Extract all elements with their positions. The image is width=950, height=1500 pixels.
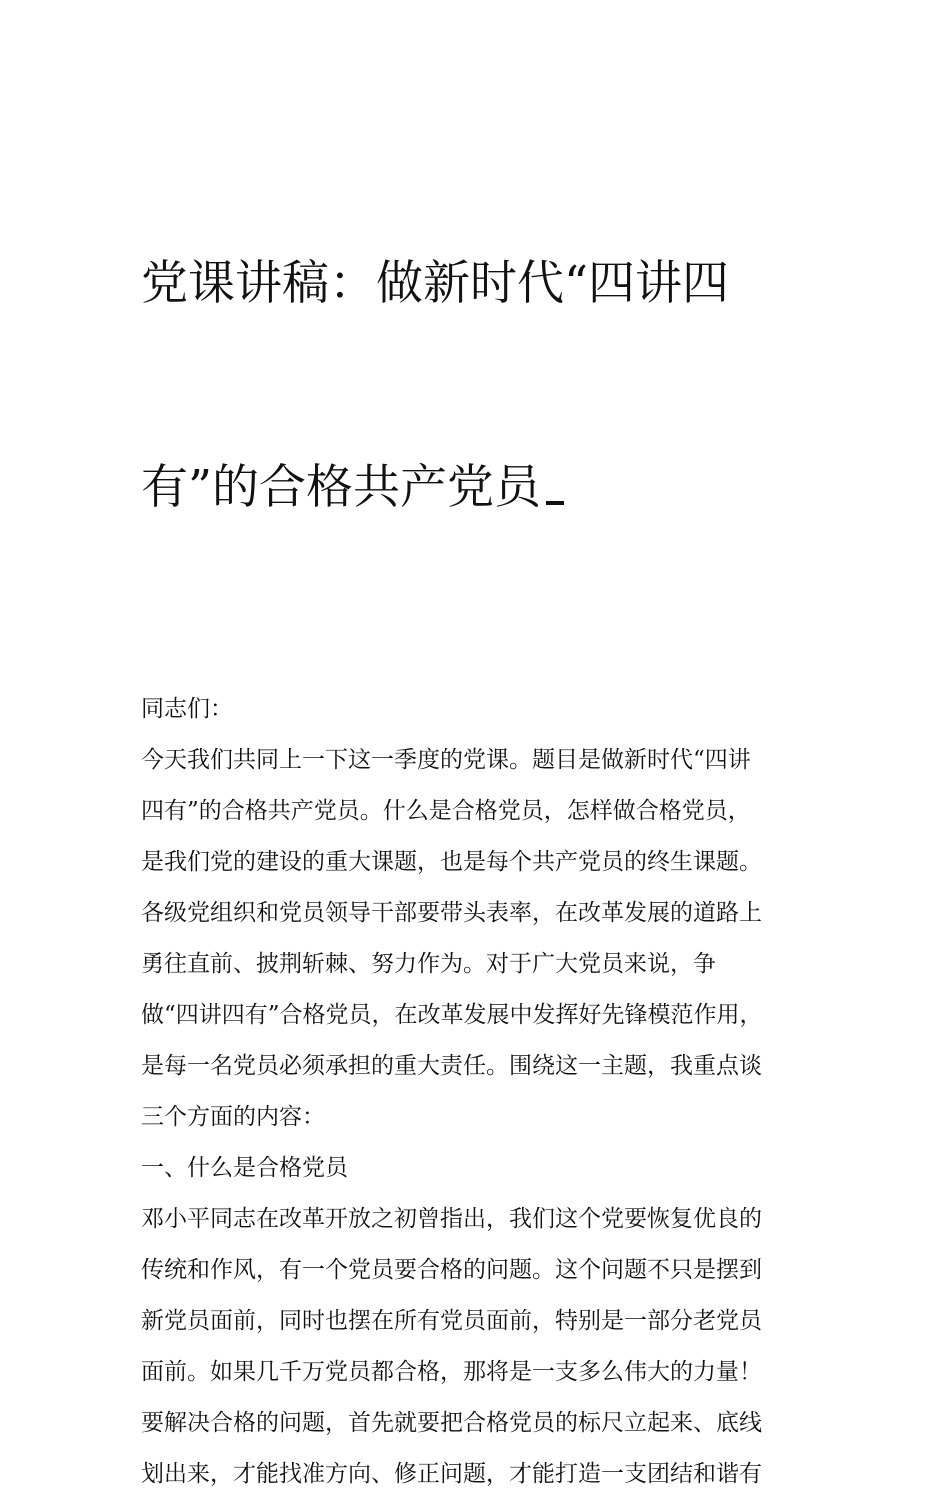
body-line: 三个方面的内容： bbox=[141, 1104, 325, 1130]
document-content bbox=[141, 114, 821, 1500]
text-cursor bbox=[546, 501, 564, 505]
body-line: 是我们党的建设的重大课题，也是每个共产党员的终生课题。 bbox=[141, 849, 762, 875]
body-line: 划出来，才能找准方向、修正问题，才能打造一支团结和谐有 bbox=[141, 1461, 762, 1487]
body-line: 邓小平同志在改革开放之初曾指出，我们这个党要恢复优良的 bbox=[141, 1206, 762, 1232]
title-line bbox=[141, 454, 821, 522]
body-line: 新党员面前，同时也摆在所有党员面前，特别是一部分老党员 bbox=[141, 1308, 762, 1334]
title-line-text: 有”的合格共产党员 bbox=[141, 460, 542, 515]
body-line: 面前。如果几千万党员都合格，那将是一支多么伟大的力量！ bbox=[141, 1359, 762, 1385]
body-line: 是每一名党员必须承担的重大责任。围绕这一主题，我重点谈 bbox=[141, 1053, 762, 1079]
title-line: 党课讲稿：做新时代“四讲四 bbox=[141, 256, 730, 311]
body-line: 四有”的合格共产党员。什么是合格党员，怎样做合格党员， bbox=[141, 798, 751, 824]
body-line: 传统和作风，有一个党员要合格的问题。这个问题不只是摆到 bbox=[141, 1257, 762, 1283]
body-line: 勇往直前、披荆斩棘、努力作为。对于广大党员来说，争 bbox=[141, 951, 716, 977]
body-line: 各级党组织和党员领导干部要带头表率，在改革发展的道路上 bbox=[141, 900, 762, 926]
section-heading: 一、什么是合格党员 bbox=[141, 1155, 348, 1181]
body-line: 今天我们共同上一下这一季度的党课。题目是做新时代“四讲 bbox=[141, 747, 751, 773]
body-line: 要解决合格的问题，首先就要把合格党员的标尺立起来、底线 bbox=[141, 1410, 762, 1436]
body-line: 同志们： bbox=[141, 696, 233, 722]
document-body bbox=[141, 684, 821, 1500]
document-title bbox=[141, 114, 821, 658]
body-line: 做“四讲四有”合格党员，在改革发展中发挥好先锋模范作用， bbox=[141, 1002, 763, 1028]
